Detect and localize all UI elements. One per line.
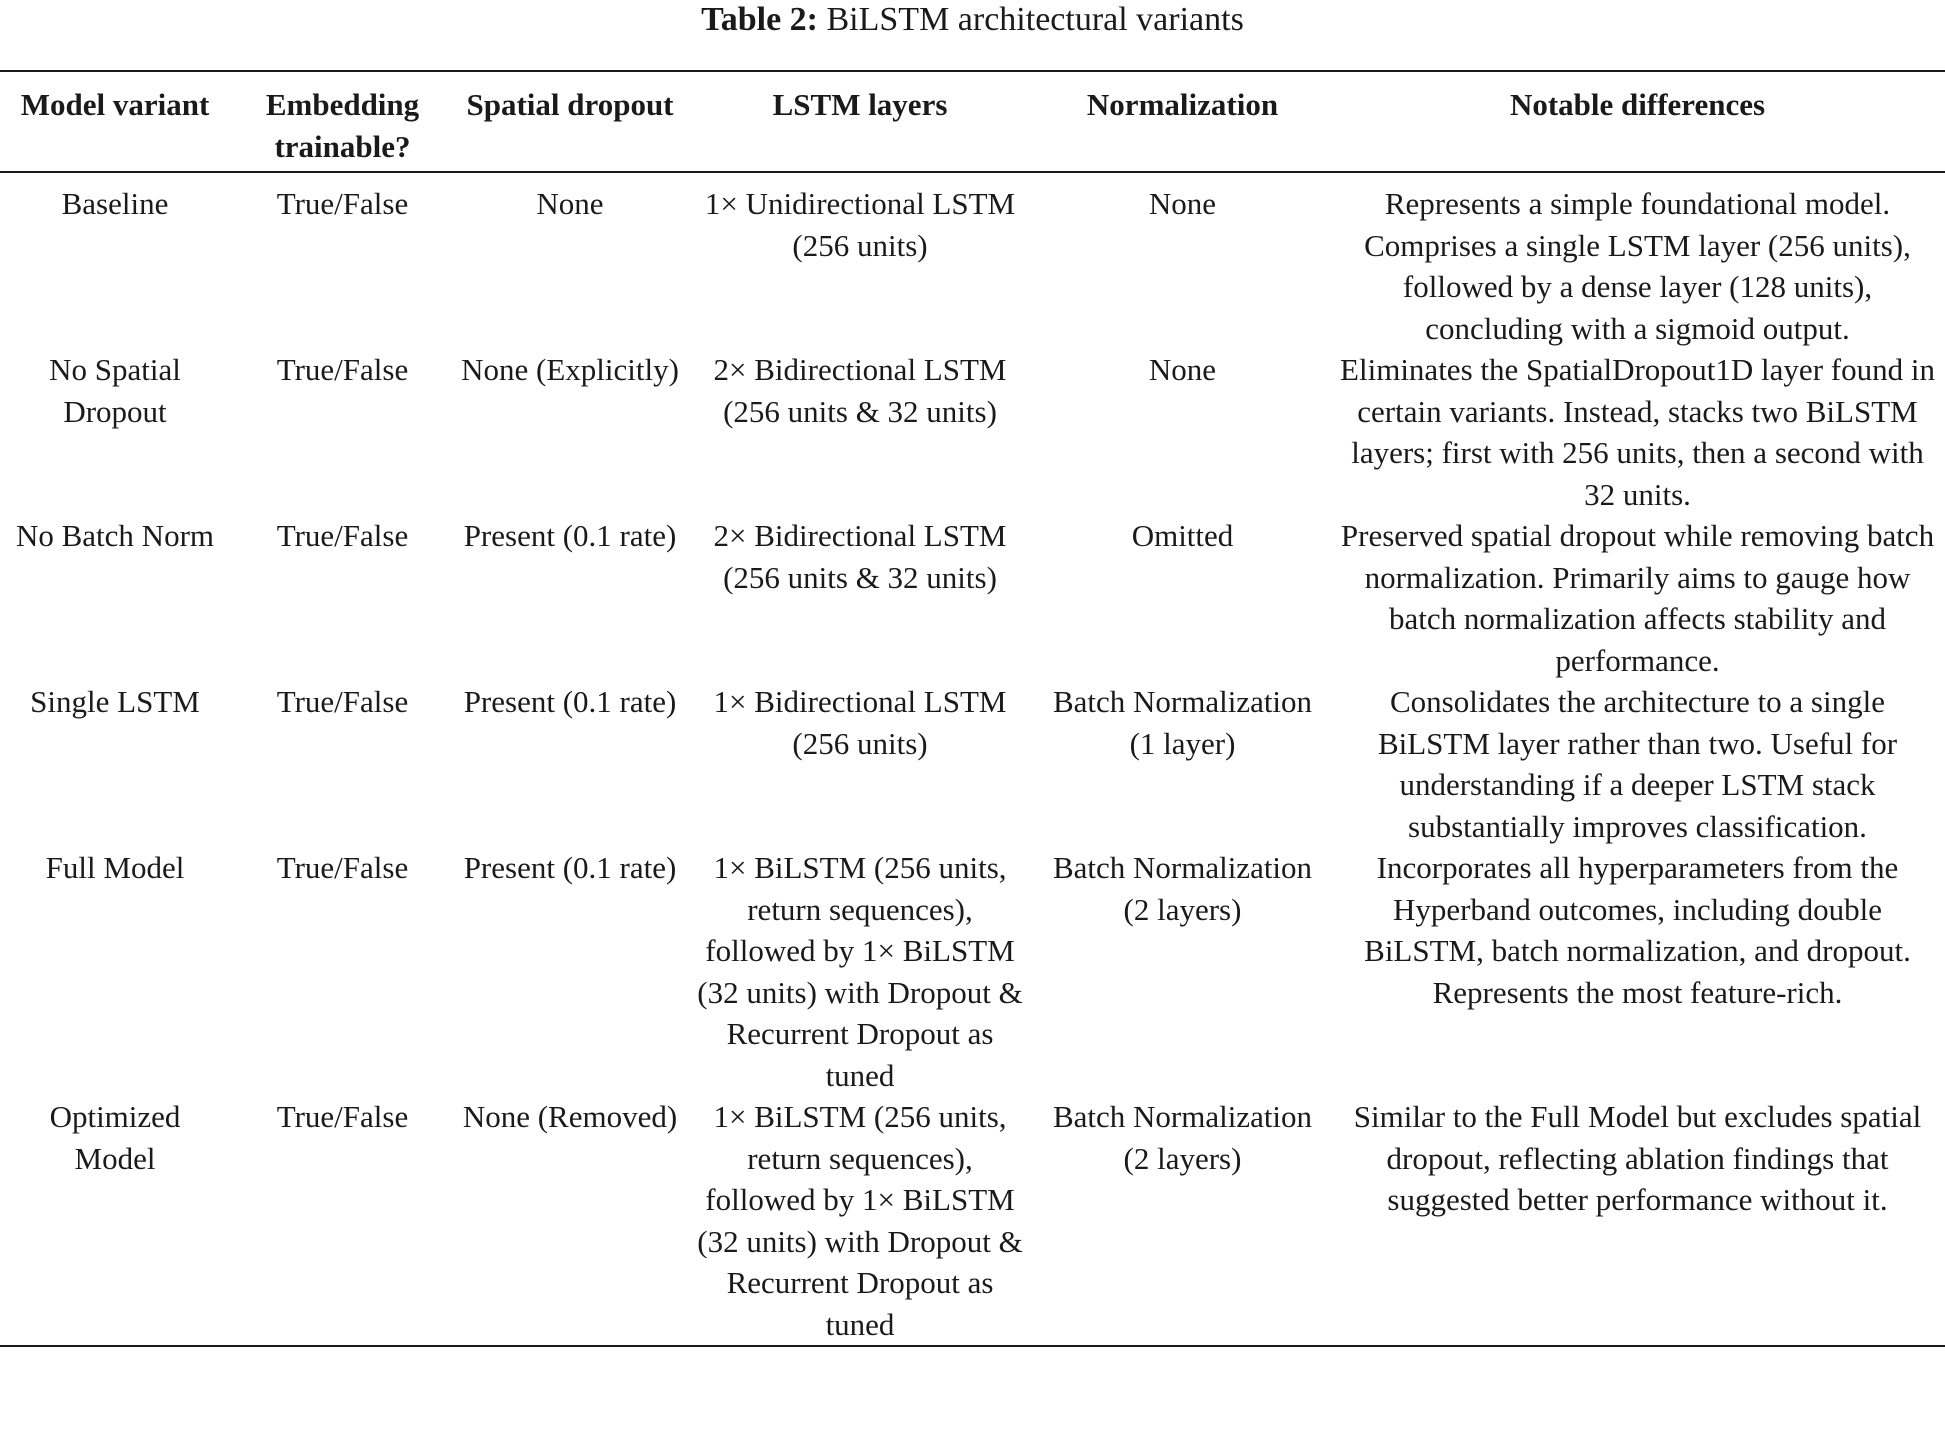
table-row	[0, 1096, 1945, 1346]
cell-notes: Represents a simple foundational model. Comprises a single LSTM layer (256 units), followed by a dense layer (128 units), concluding with a sigmoid output.	[1364, 186, 1911, 346]
header-spatial-dropout: Spatial dropout	[466, 87, 674, 122]
table-row	[0, 172, 1945, 349]
table-row	[0, 847, 1945, 1096]
cell-spatial: None (Removed)	[462, 1099, 678, 1134]
cell-embedding: True/False	[276, 352, 409, 387]
cell-embedding: True/False	[276, 1099, 409, 1134]
cell-norm: Omitted	[1131, 518, 1234, 553]
caption-title: BiLSTM architectural variants	[826, 1, 1244, 38]
cell-norm: Batch Normalization (2 layers)	[1052, 1099, 1313, 1176]
header-model-variant: Model variant	[20, 87, 210, 122]
cell-embedding: True/False	[276, 186, 409, 221]
cell-model: Baseline	[61, 186, 169, 221]
cell-model: No Spatial Dropout	[49, 352, 181, 429]
header-notable-differences: Notable differences	[1509, 87, 1766, 122]
table-row	[0, 681, 1945, 847]
header-normalization: Normalization	[1086, 87, 1279, 122]
cell-model: Optimized Model	[49, 1099, 181, 1176]
cell-embedding: True/False	[276, 518, 409, 553]
cell-model: Single LSTM	[30, 684, 200, 719]
cell-lstm: 2× Bidirectional LSTM (256 units & 32 units)	[713, 352, 1007, 429]
cell-lstm: 2× Bidirectional LSTM (256 units & 32 units)	[713, 518, 1007, 595]
table-row	[0, 515, 1945, 681]
cell-model: No Batch Norm	[15, 518, 215, 553]
cell-embedding: True/False	[276, 850, 409, 885]
cell-spatial: None (Explicitly)	[461, 352, 679, 387]
cell-model: Full Model	[45, 850, 185, 885]
cell-notes: Incorporates all hyperparameters from the Hyperband outcomes, including double BiLSTM, batch normalization, and dropout. Represents the most feature-rich.	[1364, 850, 1911, 1010]
cell-notes: Consolidates the architecture to a single BiLSTM layer rather than two. Useful for understanding if a deeper LSTM stack substantially improves classification.	[1377, 684, 1898, 844]
variants-table	[0, 70, 1945, 1347]
cell-lstm: 1× BiLSTM (256 units, return sequences), followed by 1× BiLSTM (32 units) with Dropout & Recurrent Dropout as tuned	[697, 850, 1023, 1093]
cell-embedding: True/False	[276, 684, 409, 719]
cell-spatial: None	[536, 186, 604, 221]
cell-norm: None	[1148, 186, 1217, 221]
cell-lstm: 1× BiLSTM (256 units, return sequences), followed by 1× BiLSTM (32 units) with Dropout & Recurrent Dropout as tuned	[697, 1099, 1023, 1342]
header-embedding-trainable: Embedding trainable?	[265, 87, 420, 164]
cell-spatial: Present (0.1 rate)	[463, 850, 677, 885]
table-caption	[0, 0, 1945, 40]
cell-norm: Batch Normalization (1 layer)	[1052, 684, 1313, 761]
cell-notes: Preserved spatial dropout while removing batch normalization. Primarily aims to gauge how batch normalization affects stability and performance.	[1340, 518, 1935, 678]
caption-label: Table 2:	[701, 1, 818, 38]
cell-norm: Batch Normalization (2 layers)	[1052, 850, 1313, 927]
table-row	[0, 349, 1945, 515]
cell-norm: None	[1148, 352, 1217, 387]
cell-spatial: Present (0.1 rate)	[463, 684, 677, 719]
header-lstm-layers: LSTM layers	[772, 87, 948, 122]
cell-notes: Similar to the Full Model but excludes spatial dropout, reflecting ablation findings that suggested better performance without it.	[1353, 1099, 1922, 1217]
cell-notes: Eliminates the SpatialDropout1D layer found in certain variants. Instead, stacks two BiLSTM layers; first with 256 units, then a second with 32 units.	[1340, 352, 1935, 512]
cell-spatial: Present (0.1 rate)	[463, 518, 677, 553]
cell-lstm: 1× Bidirectional LSTM (256 units)	[713, 684, 1007, 761]
header-row	[0, 71, 1945, 172]
cell-lstm: 1× Unidirectional LSTM (256 units)	[704, 186, 1016, 263]
